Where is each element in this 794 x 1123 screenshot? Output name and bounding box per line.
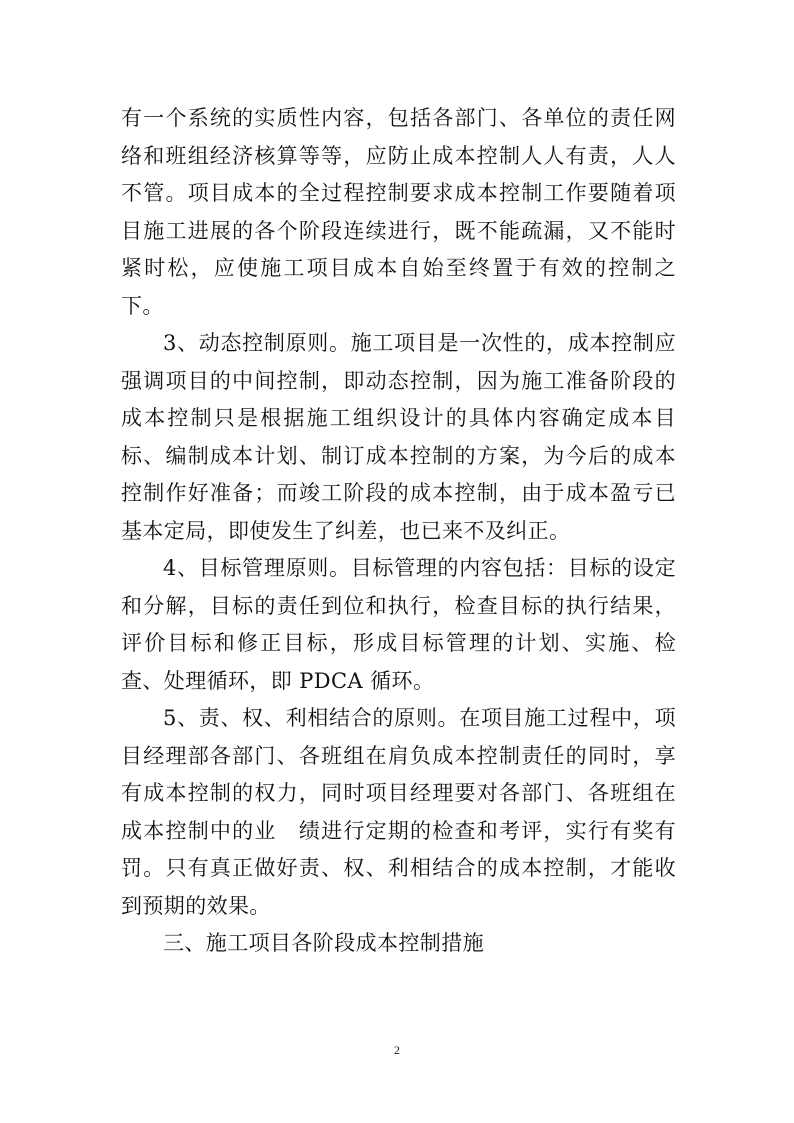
paragraph-responsibility-rights-benefits-principle: 5、责、权、利相结合的原则。在项目施工过程中，项目经理部各部门、各班组在肩负成本控制责任的同时，享有成本控制的权力，同时项目经理要对各部门、各班组在成本控制中的业 绩进行定期的检查和考评，实行有奖有罚。只有真正做好责、权、利相结合的成本控制，才能收到预期的效果。: [121, 706, 676, 918]
paragraph-dynamic-control-principle: 3、动态控制原则。施工项目是一次性的，成本控制应强调项目的中间控制，即动态控制，因为施工准备阶段的成本控制只是根据施工组织设计的具体内容确定成本目标、编制成本计划、制订成本控制的方案，为今后的成本控制作好准备；而竣工阶段的成本控制，由于成本盈亏已基本定局，即使发生了纠差，也已来不及纠正。: [121, 331, 676, 543]
paragraph-target-management-principle: 4、目标管理原则。目标管理的内容包括：目标的设定和分解，目标的责任到位和执行，检查目标的执行结果，评价目标和修正目标，形成目标管理的计划、实施、检查、处理循环，即 PDCA 循环。: [121, 556, 676, 693]
section-heading: 三、施工项目各阶段成本控制措施: [163, 931, 484, 955]
page-number: 2: [394, 1043, 400, 1057]
paragraph-continuation: 有一个系统的实质性内容，包括各部门、各单位的责任网络和班组经济核算等等，应防止成本控制人人有责，人人不管。项目成本的全过程控制要求成本控制工作要随着项目施工进展的各个阶段连续进行，既不能疏漏，又不能时紧时松，应使施工项目成本自始至终置于有效的控制之下。: [121, 106, 676, 318]
document-body: [121, 100, 676, 963]
